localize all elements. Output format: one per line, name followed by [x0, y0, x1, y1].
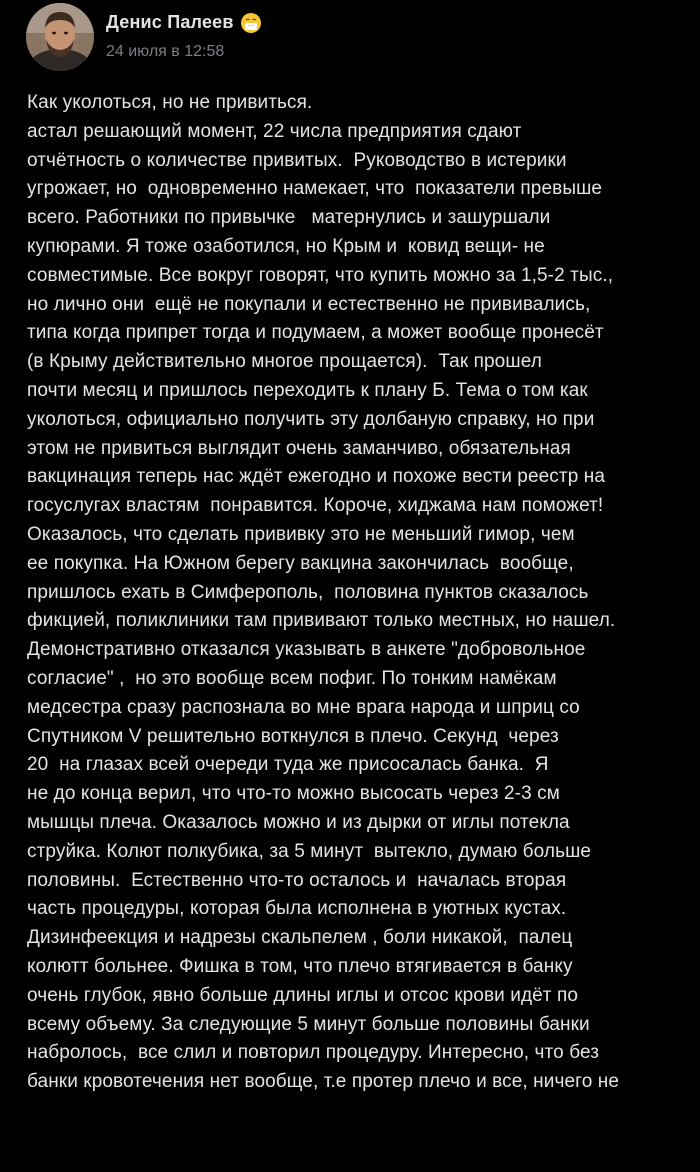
post-text-line: струйка. Колют полкубика, за 5 минут вытекло, думаю больше: [27, 840, 592, 862]
post-text-line: этом не привиться выглядит очень заманчиво, обязательная: [27, 437, 571, 459]
post-text-line: уколоться, официально получить эту долбаную справку, но при: [27, 408, 595, 430]
post-text-line: 20 на глазах всей очереди туда же присосалась банка. Я: [27, 754, 549, 776]
post-text-line: типа когда припрет тогда и подумаем, а может вообще пронесёт: [27, 322, 604, 344]
post-text-line: госуслугах властям понравится. Короче, хиджама нам поможет!: [27, 495, 604, 517]
avatar-photo-icon: [26, 3, 94, 71]
post-text-line: всему объему. За следующие 5 минут больше половины банки: [27, 1013, 590, 1035]
post-text-line: Дизинфеекция и надрезы скальпелем , боли никакой, палец: [27, 927, 573, 949]
post-text-line: набролось, все слил и повторил процедуру. Интересно, что без: [27, 1042, 600, 1064]
author-name[interactable]: Денис Палеев: [106, 12, 234, 32]
post-body-text: [27, 89, 687, 1097]
post-text-line: но лично они ещё не покупали и естественно не прививались,: [27, 293, 591, 315]
post-text-line: купюрами. Я тоже озаботился, но Крым и ковид вещи- не: [27, 235, 545, 257]
post-text-line: согласие" , но это вообще всем пофиг. По тонким намёкам: [27, 667, 557, 689]
post-text-line: половины. Естественно что-то осталось и началась вторая: [27, 869, 567, 891]
post-text-line: фикцией, поликлиники там прививают только местных, но нашел.: [27, 610, 616, 632]
post-text-line: колютт больнее. Фишка в том, что плечо втягивается в банку: [27, 955, 573, 977]
post-header: [26, 2, 262, 72]
post-meta: [106, 14, 262, 61]
post-text-line: вакцинация теперь нас ждёт ежегодно и похоже вести реестр на: [27, 466, 606, 488]
post-text-line: банки кровотечения нет вообще, т.е протер плечо и все, ничего не: [27, 1071, 620, 1093]
post-text-line: Демонстративно отказался указывать в анкете "добровольное: [27, 639, 586, 661]
post-text-line: Как уколоться, но не привиться.: [27, 92, 313, 113]
post-text-line: часть процедуры, которая была исполнена в уютных кустах.: [27, 898, 567, 920]
post-text-line: Спутником V решительно воткнулся в плечо. Секунд через: [27, 725, 559, 747]
post-text-line: астал решающий момент, 22 числа предприятия сдают: [27, 120, 522, 142]
post-text-line: не до конца верил, что что-то можно высосать через 2-3 см: [27, 783, 560, 805]
author-row: [106, 10, 262, 36]
post-text-line: ее покупка. На Южном берегу вакцина закончилась вообще,: [27, 552, 574, 574]
post-text-line: медсестра сразу распознала во мне врага народа и шприц со: [27, 696, 580, 718]
post-text-line: почти месяц и пришлось переходить к плану Б. Тема о том как: [27, 379, 588, 401]
post-text-line: (в Крыму действительно многое прощается). Так прошел: [27, 351, 542, 373]
post-date[interactable]: 24 июля в 12:58: [106, 42, 225, 60]
post-text-line: пришлось ехать в Симферополь, половина пунктов сказалось: [27, 581, 589, 603]
post-text-line: угрожает, но одновременно намекает, что показатели превыше: [27, 178, 603, 200]
post-text-line: мышцы плеча. Оказалось можно и из дырки от иглы потекла: [27, 811, 570, 833]
sneezing-face-icon: [240, 12, 262, 34]
post-text-line: всего. Работники по привычке матернулись и зашуршали: [27, 207, 551, 229]
post-text-line: Оказалось, что сделать прививку это не меньший гимор, чем: [27, 523, 575, 545]
post-text-line: отчётность о количестве привитых. Руководство в истерики: [27, 149, 567, 171]
avatar[interactable]: [26, 3, 94, 71]
post-text-line: совместимые. Все вокруг говорят, что купить можно за 1,5-2 тыс.,: [27, 264, 614, 286]
post-text-line: очень глубок, явно больше длины иглы и отсос крови идёт по: [27, 984, 579, 1006]
